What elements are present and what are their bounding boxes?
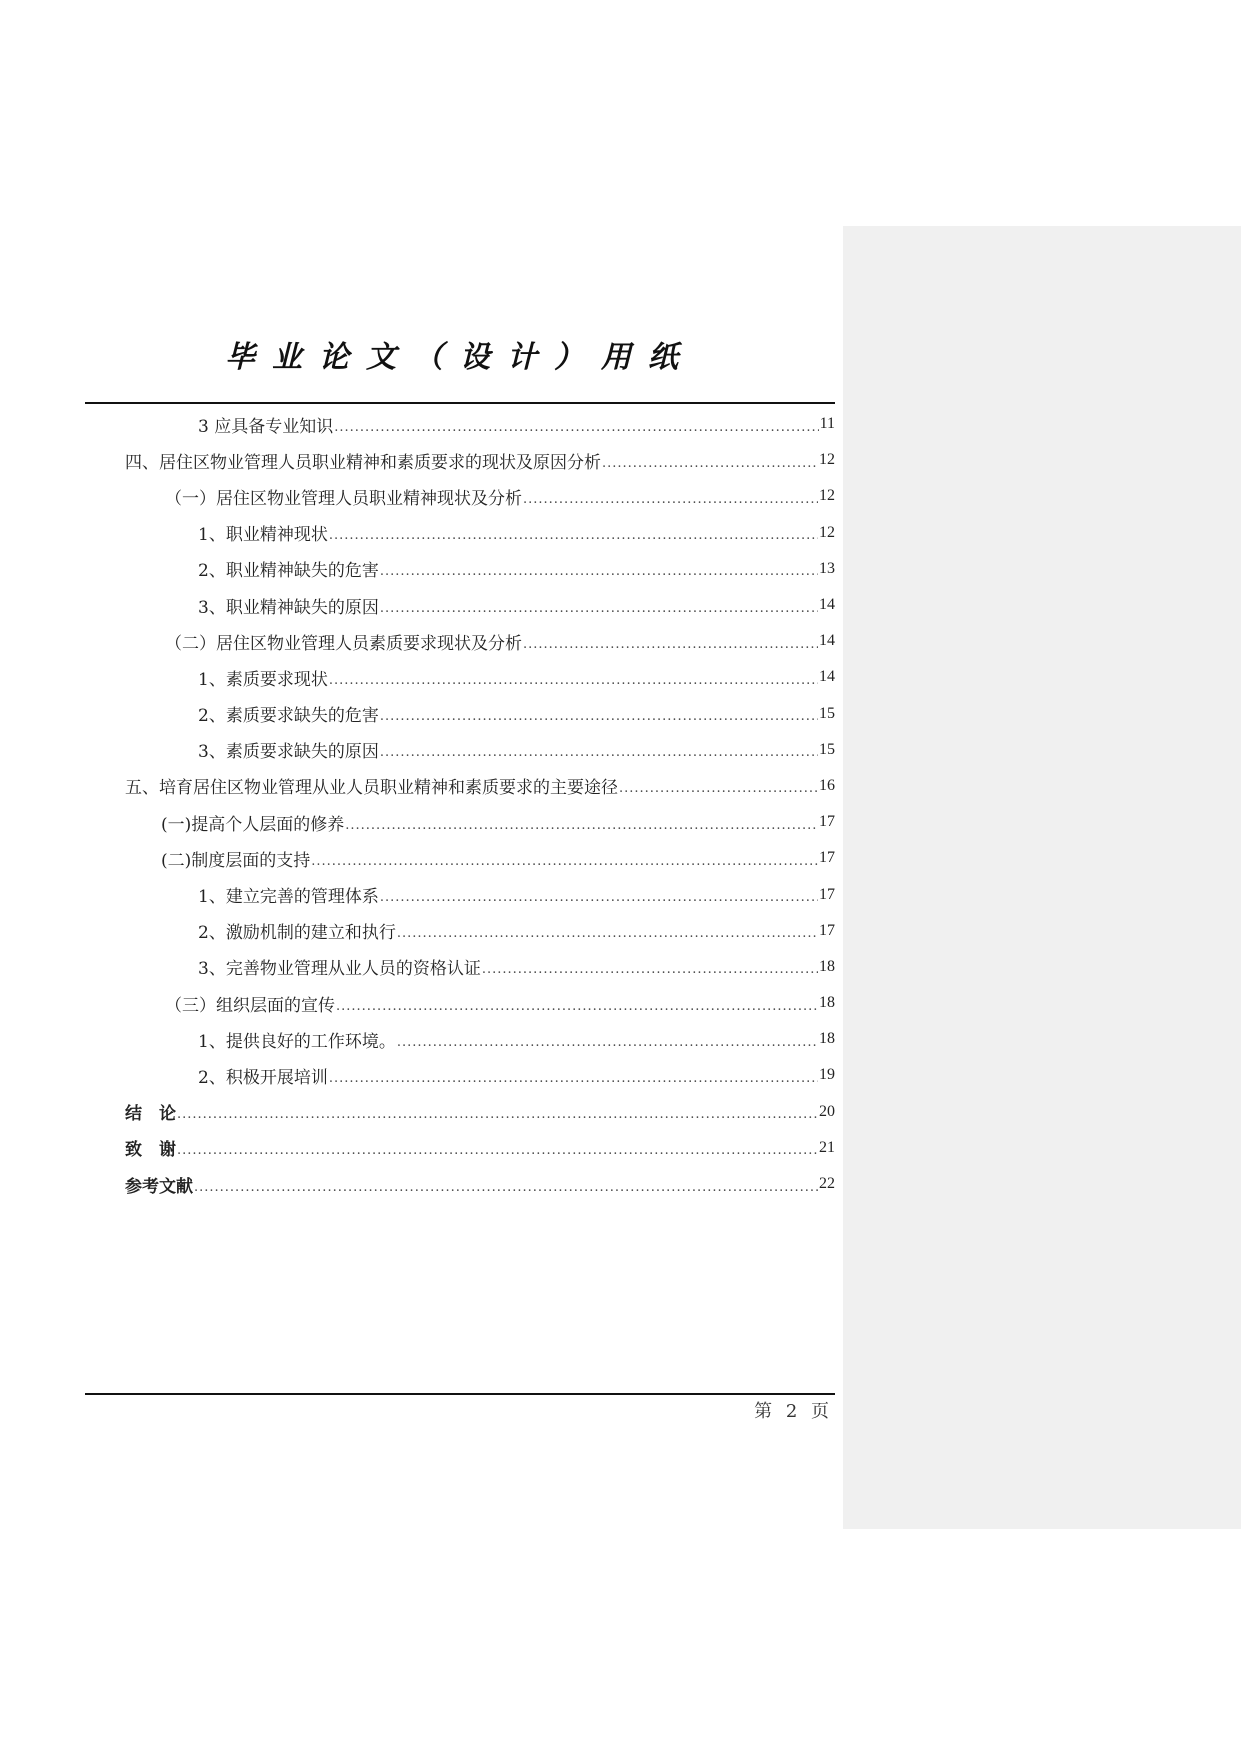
toc-dot-leader: [397, 921, 818, 940]
toc-entry-page: 14: [819, 668, 835, 686]
toc-entry-label: 致 谢: [125, 1140, 176, 1161]
toc-entry-page: 14: [819, 632, 835, 650]
toc-entry-label: 1、素质要求现状: [198, 669, 328, 690]
toc-dot-leader: [397, 1030, 818, 1049]
toc-dot-leader: [329, 668, 818, 687]
toc-dot-leader: [523, 487, 818, 506]
toc-entry-label: 2、激励机制的建立和执行: [198, 923, 396, 944]
toc-entry-label: （二）居住区物业管理人员素质要求现状及分析: [165, 633, 522, 654]
toc-dot-leader: [329, 523, 818, 542]
toc-entry-page: 22: [819, 1175, 835, 1193]
toc-entry-label: 3、素质要求缺失的原因: [198, 742, 379, 763]
footer-rule: [85, 1393, 835, 1395]
toc-dot-leader: [194, 1175, 818, 1194]
toc-entry-page: 17: [819, 813, 835, 831]
toc-entry-label: 3、职业精神缺失的原因: [198, 597, 379, 618]
toc-entry-page: 15: [819, 740, 835, 758]
toc-entry-page: 12: [819, 523, 835, 541]
toc-entry[interactable]: [85, 696, 835, 732]
toc-entry[interactable]: [85, 587, 835, 623]
toc-entry-label: 3 应具备专业知识: [198, 416, 334, 437]
toc-entry-label: 3、完善物业管理从业人员的资格认证: [198, 959, 481, 980]
toc-entry-page: 17: [819, 885, 835, 903]
toc-entry-label: 2、素质要求缺失的危害: [198, 706, 379, 727]
toc-entry[interactable]: [85, 1094, 835, 1130]
toc-entry[interactable]: [85, 659, 835, 695]
toc-dot-leader: [523, 632, 818, 651]
toc-entry[interactable]: [85, 768, 835, 804]
toc-entry-label: 五、培育居住区物业管理从业人员职业精神和素质要求的主要途径: [125, 778, 618, 799]
toc-dot-leader: [336, 994, 818, 1013]
toc-entry-page: 17: [819, 921, 835, 939]
toc-entry-page: 13: [819, 559, 835, 577]
toc-dot-leader: [177, 1138, 818, 1157]
toc-entry-page: 18: [819, 1030, 835, 1048]
toc-entry[interactable]: [85, 478, 835, 514]
toc-entry-page: 19: [819, 1066, 835, 1084]
toc-dot-leader: [177, 1102, 818, 1121]
toc-entry[interactable]: [85, 949, 835, 985]
toc-entry-page: 18: [819, 994, 835, 1012]
toc-entry[interactable]: [85, 840, 835, 876]
page-header-title: 毕业论文（设计）用纸: [225, 340, 695, 375]
toc-entry-page: 11: [819, 415, 835, 433]
toc-entry-label: 结 论: [125, 1104, 176, 1125]
toc-entry-page: 12: [819, 451, 835, 469]
toc-entry[interactable]: [85, 442, 835, 478]
toc-dot-leader: [380, 740, 818, 759]
comment-pane: [843, 226, 1241, 1529]
toc-dot-leader: [380, 559, 818, 578]
toc-entry-label: 1、建立完善的管理体系: [198, 887, 379, 908]
toc-entry[interactable]: [85, 551, 835, 587]
toc-dot-leader: [602, 451, 818, 470]
toc-entry[interactable]: [85, 804, 835, 840]
toc-entry[interactable]: [85, 985, 835, 1021]
toc-dot-leader: [482, 957, 818, 976]
toc-dot-leader: [619, 776, 818, 795]
toc-entry-page: 15: [819, 704, 835, 722]
toc-dot-leader: [329, 1066, 818, 1085]
toc-dot-leader: [334, 415, 818, 434]
toc-entry-page: 20: [819, 1102, 835, 1120]
toc-entry[interactable]: [85, 623, 835, 659]
toc-entry-label: （一）居住区物业管理人员职业精神现状及分析: [165, 488, 522, 509]
toc-entry-label: (二)制度层面的支持: [161, 850, 311, 871]
toc-entry-label: 四、居住区物业管理人员职业精神和素质要求的现状及原因分析: [125, 452, 601, 473]
toc-entry-label: （三）组织层面的宣传: [165, 995, 335, 1016]
toc-entry-label: 2、职业精神缺失的危害: [198, 561, 379, 582]
toc-entry[interactable]: [85, 406, 835, 442]
page-number: 第 2 页: [754, 1401, 833, 1422]
toc-dot-leader: [311, 849, 818, 868]
toc-entry-page: 18: [819, 957, 835, 975]
toc-entry[interactable]: [85, 515, 835, 551]
toc-entry[interactable]: [85, 1021, 835, 1057]
toc-entry-label: 1、提供良好的工作环境。: [198, 1031, 396, 1052]
toc-entry[interactable]: [85, 1130, 835, 1166]
toc-entry-label: 1、职业精神现状: [198, 525, 328, 546]
toc-entry-label: (一)提高个人层面的修养: [161, 814, 345, 835]
toc-entry[interactable]: [85, 732, 835, 768]
toc-dot-leader: [380, 704, 818, 723]
toc-entry-page: 14: [819, 596, 835, 614]
toc-dot-leader: [380, 885, 818, 904]
header-rule: [85, 402, 835, 404]
toc-entry-label: 参考文献: [125, 1176, 193, 1197]
toc-entry-page: 16: [819, 776, 835, 794]
toc-dot-leader: [345, 813, 818, 832]
toc-entry-page: 21: [819, 1138, 835, 1156]
toc-entry-page: 12: [819, 487, 835, 505]
toc-entry-page: 17: [819, 849, 835, 867]
table-of-contents: [85, 406, 835, 1202]
toc-entry[interactable]: [85, 876, 835, 912]
toc-entry[interactable]: [85, 1057, 835, 1093]
toc-entry[interactable]: [85, 1166, 835, 1202]
toc-dot-leader: [380, 596, 818, 615]
toc-entry-label: 2、积极开展培训: [198, 1067, 328, 1088]
toc-entry[interactable]: [85, 913, 835, 949]
